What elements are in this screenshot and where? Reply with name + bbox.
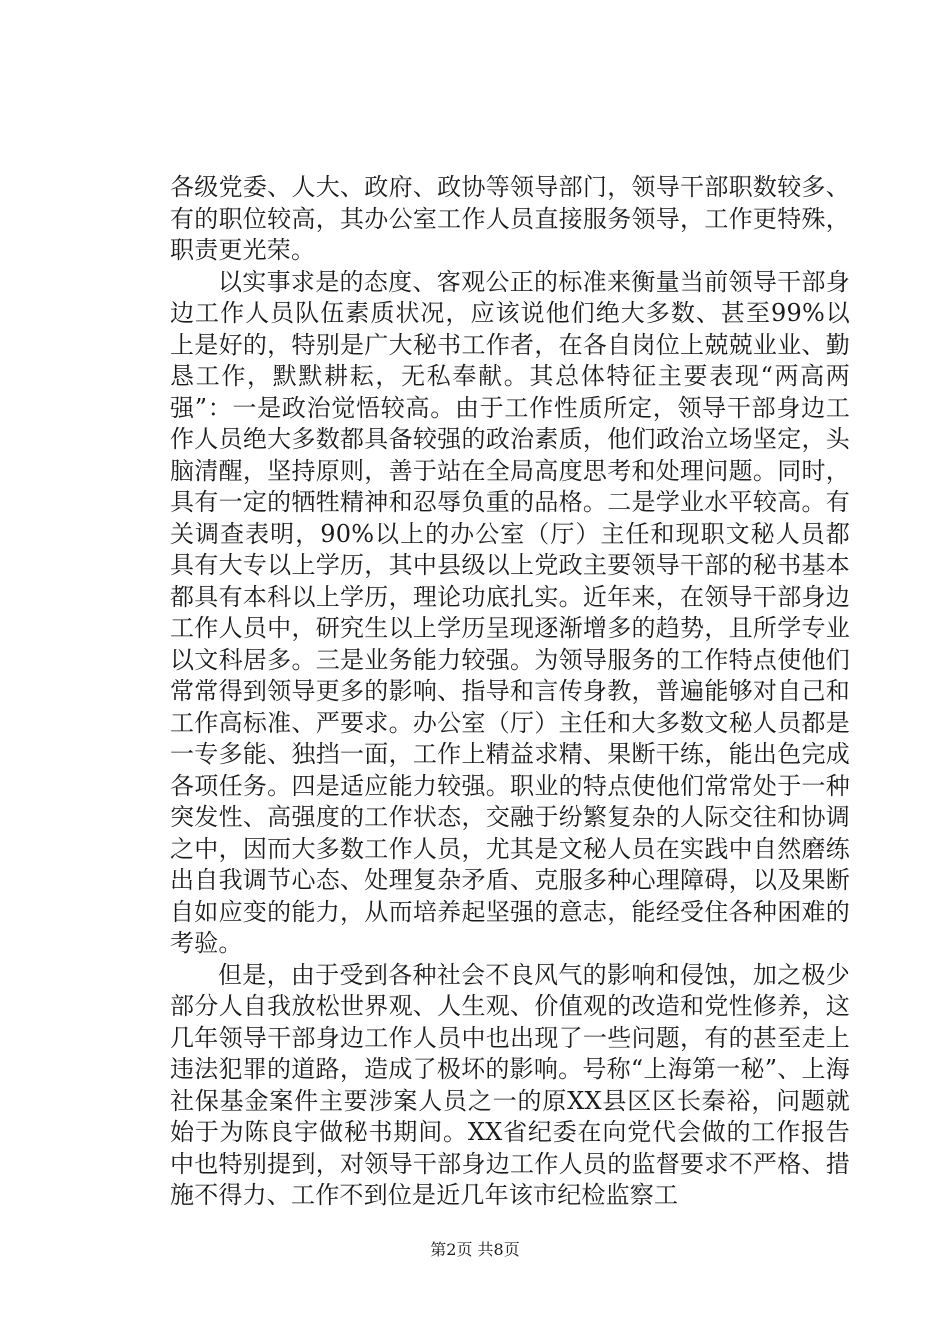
page-number-footer: 第2页 共8页 <box>430 1240 520 1259</box>
paragraph-1: 各级党委、人大、政府、政协等领导部门，领导干部职数较多、有的职位较高，其办公室工作人员直接服务领导，工作更特殊，职责更光荣。 <box>170 173 850 264</box>
document-body <box>170 172 850 1212</box>
paragraph-3: 但是，由于受到各种社会不良风气的影响和侵蚀，加之极少部分人自我放松世界观、人生观、价值观的改造和党性修养，这几年领导干部身边工作人员中也出现了一些问题，有的甚至走上违法犯罪的道路，造成了极坏的影响。号称“上海第一秘”、上海社保基金案件主要涉案人员之一的原XX县区区长秦裕，问题就始于为陈良宇做秘书期间。XX省纪委在向党代会做的工作报告中也特别提到，对领导干部身边工作人员的监督要求不严格、措施不得力、工作不到位是近几年该市纪检监察工 <box>170 960 850 1209</box>
paragraph-2: 以实事求是的态度、客观公正的标准来衡量当前领导干部身边工作人员队伍素质状况，应该说他们绝大多数、甚至99%以上是好的，特别是广大秘书工作者，在各自岗位上兢兢业业、勤恳工作，默默耕耘，无私奉献。其总体特征主要表现“两高两强”：一是政治觉悟较高。由于工作性质所定，领导干部身边工作人员绝大多数都具备较强的政治素质，他们政治立场坚定，头脑清醒，坚持原则，善于站在全局高度思考和处理问题。同时，具有一定的牺牲精神和忍辱负重的品格。二是学业水平较高。有关调查表明，90%以上的办公室（厅）主任和现职文秘人员都具有大专以上学历，其中县级以上党政主要领导干部的秘书基本都具有本科以上学历，理论功底扎实。近年来，在领导干部身边工作人员中，研究生以上学历呈现逐渐增多的趋势，且所学专业以文科居多。三是业务能力较强。为领导服务的工作特点使他们常常得到领导更多的影响、指导和言传身教，普遍能够对自己和工作高标准、严要求。办公室（厅）主任和大多数文秘人员都是一专多能、独挡一面，工作上精益求精、果断干练，能出色完成各项任务。四是适应能力较强。职业的特点使他们常常处于一种突发性、高强度的工作状态，交融于纷繁复杂的人际交往和协调之中，因而大多数工作人员，尤其是文秘人员在实践中自然磨练出自我调节心态、处理复杂矛盾、克服多种心理障碍，以及果断自如应变的能力，从而培养起坚强的意志，能经受住各种困难的考验。 <box>170 267 850 957</box>
